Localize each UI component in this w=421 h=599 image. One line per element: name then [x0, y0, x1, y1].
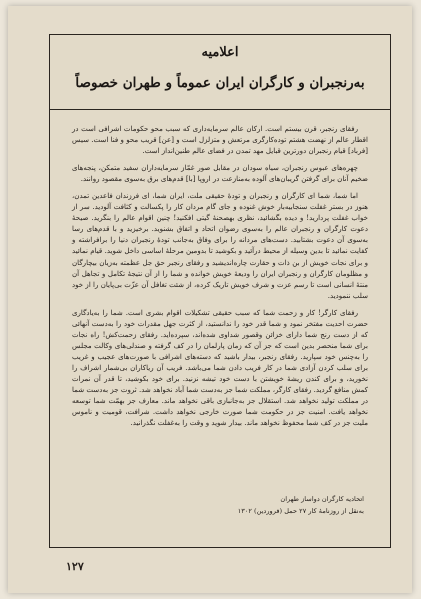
signature: اتحادیه کارگران دواساز طهران: [280, 495, 364, 503]
announcement-frame: [49, 34, 391, 548]
signature-block: [84, 493, 364, 517]
source-note: به‌نقل از روزنامهٔ کار ۲۷ حمل (فروردین) ۱۳۰۲: [237, 507, 364, 515]
announcement-heading: اعلامیه: [201, 45, 239, 60]
paragraph-3: اما شما، شما ای کارگران و رنجبران و تودهٔ حقیقی ملت، ایران شما، ای فرزندان فاعدین تمدن، هنوز در بستر غفلت سنجابیه‌بار خوش غنوده و جای گام مردان کار را پکسالت و کثافت آلودید. سر از خواب غفلت پردارید! و دیده بگشائید، نظری بهصحنهٔ گیتی افکنید! چنین اقوام عالم را بنگرید. صیحهٔ دعوت کارگران و رنجبران عالم را به‌سوی رضوان اتحاد و اتفاق بشنوید. برخیزید و با قدم‌های رسا به‌سوی آن دعوت بشتابید. دست‌های مردانه را برای وفاق به‌جانب تودهٔ رنجبران دنیا را برافراشته و کفایت نمائید تا بدین وسیله از محیط درآئید و بکوشید تا بدومین مرحلهٔ اساسی داخل شوید. قیام نمائید و برای نجات خویش از بن ذات و حقارت چاره‌اندیشید و رفقای رنجبر حق جل عظمته به‌زیان بیچارگان و مظلومان کارگران و رنجبران ایران را ودیعهٔ خویش خوانده و شما را از آن نتیجهٔ تکامل و تجاهل آن منتهٔ انسانی است تا رسم عزت و شرف خویش تاریک کرده، از شئت تغافل آن عزّت بی‌پایان را از خود سلب ننمودید.: [72, 191, 368, 300]
page-number: ۱۲۷: [66, 560, 84, 573]
scanned-page: [8, 6, 412, 593]
title-box: [50, 35, 390, 110]
announcement-subheading: به‌رنجبران و کارگران ایران عموماً و طهران خصوصاً: [75, 75, 365, 91]
paragraph-4: رفقای کارگر! کار و زحمت شما که سبب حقیقی تشکیلات اقوام بشری است. شما را به‌یادگاری حضرت احدیت مفتخر نمود و شما قدر خود را ندانستید، از کثرت جهل مقدرات خود را به‌دست آنهائی که از دست رنج شما دارای خزائن وقصور شداوی شده‌اند، سپرده‌اید. رفقای زحمت‌کش! راه نجات برای شما منحصر بدین است که جز آن که زمان پارلمان را در کف گرفته و صندلی‌های وکالت مجلس را به‌چنس خود سپارید. رفقای رنجبر، بیدار باشید که دسته‌های اشرافی با صورت‌های عجیب و غریب برای سلب کردن آزادی شما در کار فریب دادن شما می‌باشد. فریب آن ریاکاران بی‌شمار اشراف را نخورید، و برای کندن ریشهٔ خویشتن با دست خود تیشه نزنید. برای خود بکوشید، تا قدر آن نمرات کمش منافع گردید. رفقای کارگر، مملکت شما جز به‌دست شما آباد نخواهد شد. ثروت جز به‌دست شما در مملکت تولید نخواهد شد. استقلال جز به‌جانبازی باقی نخواهد ماند. معارف جز بهمّت شما توسعه نخواهد یافت. امنیت جز در حکومت شما صورت خارجی نخواهد داشت. شرافت، قومیت و ناموس ملیت جز در کف شما محفوظ نخواهد ماند. بیدار شوید و وقت را به‌غفلت نگذرانید.: [72, 307, 368, 428]
paragraph-2: چهره‌های عبوس رنجبران، سیاه سودان در مقابل صور غمّاز سرمایه‌داران سفید متمکن، پنجه‌های ضخیم آنان برای گرفتن گریبان‌های آلوده به‌منازعت در اروپا [با] قدم‌های برق به‌سوی مقصود روانند.: [72, 163, 368, 184]
paragraph-1: رفقای رنجبر، قرن بیستم است. ارکان عالم سرمایه‌داری که سبب محو حکومات اشرافی است در اقطار عالم از نهضت هشتم توده‌کارگری مرتعش و متزلزل است و [عن] قریب محو و فنا است. سیس [فرباد] قیام رنجبران دورترین قبایل مهد تمدن در فضای عالم طنین‌انداز است.: [72, 124, 368, 156]
announcement-body: [72, 123, 368, 434]
